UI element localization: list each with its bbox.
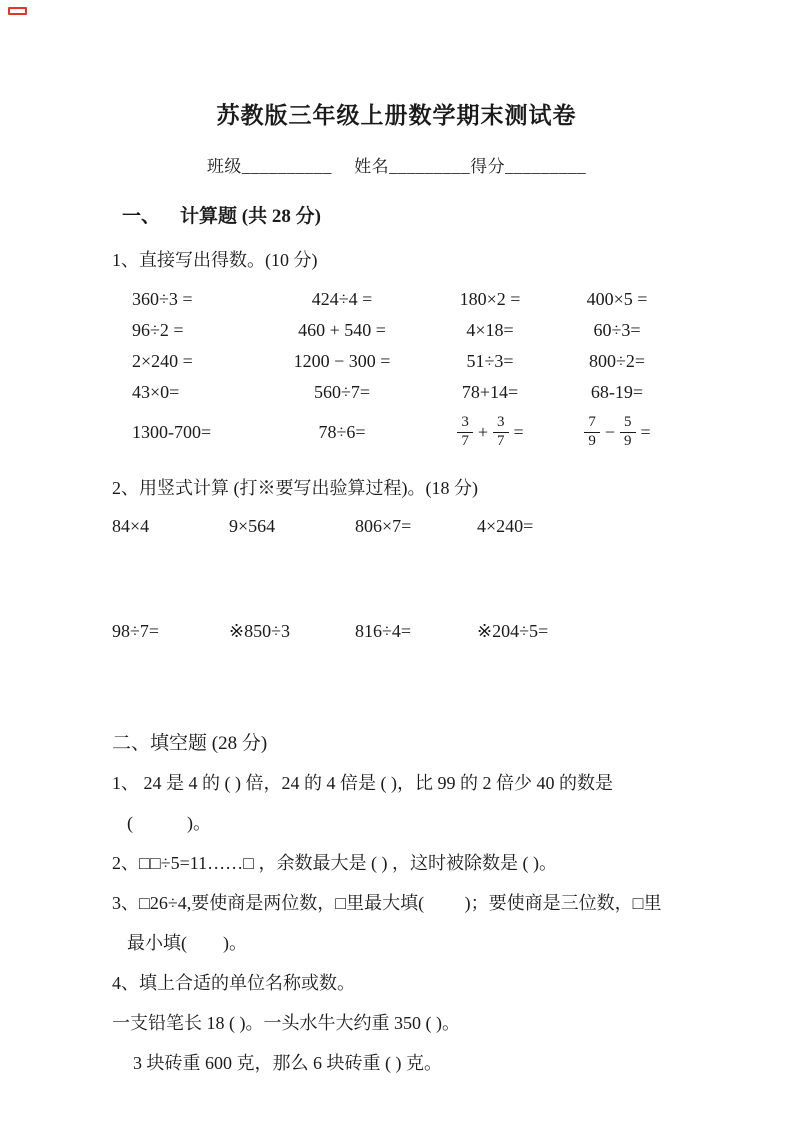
fill-blank-q3-line2: 最小填( )。 [127, 933, 247, 953]
fill-blank-q4-line2: 3 块砖重 600 克，那么 6 块砖重 ( ) 克。 [133, 1053, 442, 1073]
fraction: $\frac{5}{9}$ [620, 415, 636, 450]
vertical-calc-row-1 [112, 516, 793, 537]
quick-calc-cell: 560÷7= [313, 382, 371, 402]
fill-blank-q1-line1: 1、 24 是 4 的 ( ) 倍，24 的 4 倍是 ( )，比 99 的 2 倍少 40 的数是 [112, 773, 613, 793]
quick-calc-cell: 400×5 = [586, 289, 648, 309]
quick-calc-cell: 1300-700= [132, 421, 212, 442]
vertical-calc-item: ※850÷3 [229, 621, 290, 641]
quick-calc-cell: 78+14= [461, 382, 519, 402]
student-info-line: 班级__________ 姓名_________得分_________ [206, 157, 587, 176]
vertical-calc-item: 98÷7= [112, 621, 160, 641]
operator: + [477, 421, 488, 442]
quick-calc-cell: 800÷2= [588, 351, 646, 371]
equals-sign: = [640, 421, 651, 442]
quick-calc-fraction-cell [554, 408, 680, 456]
vertical-calc-item: ※204÷5= [477, 621, 549, 641]
vertical-calc-item: 84×4 [112, 516, 150, 536]
quick-calc-cell: 68-19= [590, 382, 644, 402]
vertical-calc-item: 4×240= [477, 516, 534, 536]
quick-calc-cell: 96÷2 = [132, 320, 184, 340]
fraction: $\frac{3}{7}$ [457, 415, 473, 450]
quick-calc-cell: 43×0= [132, 382, 180, 402]
paper-title: 苏教版三年级上册数学期末测试卷 [216, 103, 577, 128]
quick-calc-cell: 78÷6= [318, 421, 366, 442]
vertical-calc-item: 9×564 [229, 516, 276, 536]
question-2-label: 2、用竖式计算 (打※要写出验算过程)。(18 分) [112, 478, 478, 498]
red-corner-mark [8, 7, 27, 15]
quick-calc-grid [110, 284, 793, 456]
fill-blank-q4-line1: 一支铅笔长 18 ( )。一头水牛大约重 350 ( )。 [112, 1013, 460, 1033]
quick-calc-cell: 424÷4 = [311, 289, 373, 309]
quick-calc-cell: 51÷3= [466, 351, 514, 371]
section-2-heading: 二、填空题 (28 分) [112, 733, 268, 754]
fill-blank-q4-label: 4、填上合适的单位名称或数。 [112, 973, 355, 993]
quick-calc-cell: 360÷3 = [132, 289, 193, 309]
quick-calc-cell: 180×2 = [459, 289, 521, 309]
fill-blank-q1-line2: ( )。 [127, 813, 211, 833]
section-1-title: 计算题 (共 28 分) [180, 206, 321, 227]
quick-calc-cell: 1200 − 300 = [293, 351, 391, 371]
fraction: $\frac{3}{7}$ [493, 415, 509, 450]
section-1-number: 一、 [122, 206, 161, 227]
vertical-calc-item: 816÷4= [355, 621, 412, 641]
quick-calc-cell: 2×240 = [132, 351, 193, 371]
section-1-heading [122, 201, 793, 228]
quick-calc-cell: 60÷3= [593, 320, 641, 340]
quick-calc-cell: 460 + 540 = [298, 320, 386, 340]
quick-calc-cell: 4×18= [466, 320, 514, 340]
vertical-calc-item: 806×7= [355, 516, 412, 536]
question-1-label: 1、直接写出得数。(10 分) [112, 250, 318, 270]
equals-sign: = [513, 421, 524, 442]
vertical-calc-row-2 [112, 621, 793, 642]
operator: − [604, 421, 615, 442]
fill-blank-q2: 2、□□÷5=11……□ ，余数最大是 ( ) ，这时被除数是 ( )。 [112, 853, 557, 873]
quick-calc-fraction-cell [426, 408, 554, 456]
fill-blank-q3-line1: 3、□26÷4,要使商是两位数，□里最大填( )；要使商是三位数，□里 [112, 893, 662, 913]
fraction: $\frac{7}{9}$ [584, 415, 600, 450]
